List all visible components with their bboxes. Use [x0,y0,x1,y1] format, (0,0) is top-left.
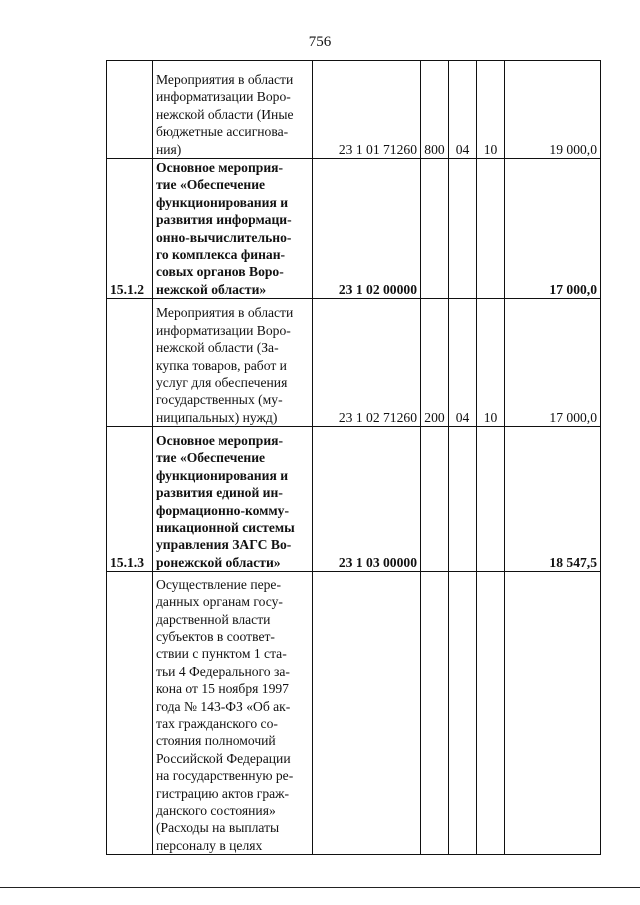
expense-type-code: 800 [421,61,449,159]
table-row [107,427,601,572]
amount-value: 18 547,5 [505,427,601,572]
row-number [107,61,153,159]
amount-value: 19 000,0 [505,61,601,159]
row-number [107,572,153,855]
expense-type-code: 200 [421,299,449,427]
section-code [449,159,477,299]
row-number: 15.1.3 [107,427,153,572]
table-row [107,572,601,855]
section-code [449,572,477,855]
row-number [107,299,153,427]
row-name: Основное мероприя- тие «Обеспечение функционирования и развития единой ин- формационно-комму- никационной системы управления ЗАГС Во- ронежской области» [153,427,313,572]
row-number: 15.1.2 [107,159,153,299]
section-code: 04 [449,299,477,427]
subsection-code: 10 [477,299,505,427]
target-article-code: 23 1 02 00000 [313,159,421,299]
subsection-code [477,572,505,855]
row-name: Основное мероприя- тие «Обеспечение функционирования и развития информаци- онно-вычислительно- го комплекса финан- совых органов Воро- нежской области» [153,159,313,299]
budget-table [106,60,601,855]
table-row [107,299,601,427]
amount-value: 17 000,0 [505,299,601,427]
expense-type-code [421,427,449,572]
page-number: 756 [308,34,332,50]
subsection-code: 10 [477,61,505,159]
table-row [107,159,601,299]
bottom-rule [0,887,640,888]
row-name: Мероприятия в области информатизации Воро- нежской области (Иные бюджетные ассигнова- ния) [153,61,313,159]
subsection-code [477,159,505,299]
table-body [107,61,601,855]
target-article-code: 23 1 03 00000 [313,427,421,572]
amount-value [505,572,601,855]
table-row [107,61,601,159]
row-name: Осуществление пере- данных органам госу- дарственной власти субъектов в соответ- ствии с пунктом 1 ста- тьи 4 Федерального за- кона от 15 ноября 1997 года № 143-ФЗ «Об ак- тах гражданского со- стояния полномочий Российской Федерации на государственную ре- гистрацию актов граж- данского состояния» (Расходы на выплаты персоналу в целях [153,572,313,855]
target-article-code: 23 1 02 71260 [313,299,421,427]
target-article-code [313,572,421,855]
subsection-code [477,427,505,572]
target-article-code: 23 1 01 71260 [313,61,421,159]
expense-type-code [421,572,449,855]
section-code: 04 [449,61,477,159]
section-code [449,427,477,572]
row-name: Мероприятия в области информатизации Воро- нежской области (За- купка товаров, работ и услуг для обеспечения государственных (му- ниципальных) нужд) [153,299,313,427]
expense-type-code [421,159,449,299]
amount-value: 17 000,0 [505,159,601,299]
